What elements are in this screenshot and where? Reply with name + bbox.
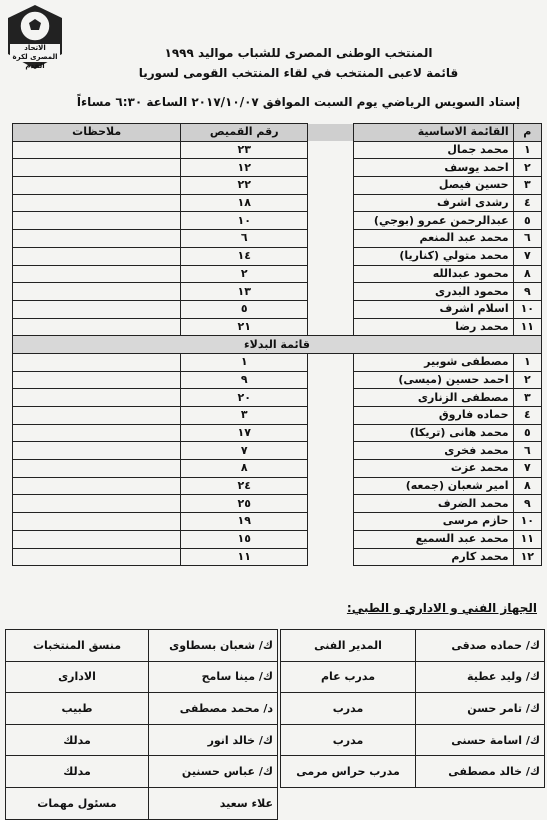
staff-name: ك/ خالد مصطفى — [416, 756, 545, 788]
table-row — [13, 371, 542, 389]
table-row — [13, 159, 542, 177]
staff-name: ك/ حماده صدقى — [416, 630, 545, 662]
staff-role: الادارى — [6, 661, 149, 693]
player-number: ١ — [513, 353, 541, 371]
player-number: ٣ — [513, 177, 541, 195]
staff-role: مدلك — [6, 724, 149, 756]
shirt-number: ٢١ — [181, 318, 308, 336]
shirt-number: ٩ — [181, 371, 308, 389]
notes-cell — [13, 513, 181, 531]
player-number: ١٢ — [513, 548, 541, 566]
notes-cell — [13, 194, 181, 212]
staff-table-right — [280, 629, 545, 788]
player-name: محمد متولي (كناريا) — [353, 247, 513, 265]
venue-date-line: إستاد السويس الرياضي يوم السبت الموافق ٢٠١٧/١٠/٠٧ الساعة ٦:٣٠ مساءاً — [76, 95, 521, 109]
table-row — [13, 353, 542, 371]
staff-name: ك/ مينا سامح — [149, 661, 278, 693]
notes-cell — [13, 247, 181, 265]
shirt-number: ١٧ — [181, 424, 308, 442]
player-number: ٧ — [513, 247, 541, 265]
staff-table-left — [5, 629, 278, 820]
row-gap — [308, 389, 353, 407]
match-title: قائمة لاعبى المنتخب في لقاء المنتخب القومى لسوريا — [138, 66, 459, 80]
player-name: محمد كارم — [353, 548, 513, 566]
table-row — [13, 407, 542, 425]
player-number: ١٠ — [513, 300, 541, 318]
player-name: عبدالرحمن عمرو (بوجي) — [353, 212, 513, 230]
player-number: ٤ — [513, 194, 541, 212]
subs-list — [13, 353, 542, 565]
row-gap — [308, 141, 353, 159]
roster-header-row — [13, 124, 542, 142]
staff-row — [281, 724, 545, 756]
starters-list — [13, 141, 542, 336]
staff-row — [281, 630, 545, 662]
notes-cell — [13, 477, 181, 495]
row-gap — [308, 371, 353, 389]
player-name: محمود عبدالله — [353, 265, 513, 283]
player-number: ١١ — [513, 530, 541, 548]
player-name: محمد عبد السميع — [353, 530, 513, 548]
staff-role: مدرب — [281, 693, 416, 725]
table-row — [13, 318, 542, 336]
shirt-number: ١١ — [181, 548, 308, 566]
shirt-number: ١ — [181, 353, 308, 371]
row-gap — [308, 548, 353, 566]
row-gap — [308, 177, 353, 195]
player-name: حماده فاروق — [353, 407, 513, 425]
notes-cell — [13, 353, 181, 371]
player-name: محمود البدرى — [353, 283, 513, 301]
staff-name: ك/ شعبان بسطاوى — [149, 630, 278, 662]
player-name: محمد عزت — [353, 460, 513, 478]
subs-title: قائمة البدلاء — [13, 336, 542, 354]
player-name: محمد فخرى — [353, 442, 513, 460]
notes-cell — [13, 460, 181, 478]
row-gap — [308, 353, 353, 371]
shirt-number: ١٤ — [181, 247, 308, 265]
col-notes: ملاحظات — [13, 124, 181, 142]
staff-name: ك/ وليد عطية — [416, 661, 545, 693]
row-gap — [308, 442, 353, 460]
notes-cell — [13, 212, 181, 230]
staff-title: الجهاز الفني و الاداري و الطبي: — [346, 601, 537, 615]
notes-cell — [13, 141, 181, 159]
player-name: محمد جمال — [353, 141, 513, 159]
player-name: مصطفى شوبير — [353, 353, 513, 371]
shirt-number: ١٠ — [181, 212, 308, 230]
row-gap — [308, 212, 353, 230]
player-number: ٢ — [513, 159, 541, 177]
staff-row — [6, 693, 278, 725]
table-row — [13, 177, 542, 195]
row-gap — [308, 530, 353, 548]
notes-cell — [13, 389, 181, 407]
shirt-number: ١٢ — [181, 159, 308, 177]
shirt-number: ١٥ — [181, 530, 308, 548]
player-name: محمد رضا — [353, 318, 513, 336]
staff-name: ك/ خالد انور — [149, 724, 278, 756]
table-row — [13, 442, 542, 460]
staff-row — [6, 756, 278, 788]
notes-cell — [13, 442, 181, 460]
shirt-number: ٢٣ — [181, 141, 308, 159]
table-row — [13, 283, 542, 301]
staff-row — [6, 787, 278, 819]
player-number: ٢ — [513, 371, 541, 389]
shirt-number: ٨ — [181, 460, 308, 478]
row-gap — [308, 318, 353, 336]
col-name: القائمة الاساسية — [353, 124, 513, 142]
shirt-number: ١٣ — [181, 283, 308, 301]
player-name: امير شعبان (جمعه) — [353, 477, 513, 495]
notes-cell — [13, 371, 181, 389]
notes-cell — [13, 548, 181, 566]
player-number: ٧ — [513, 460, 541, 478]
staff-role: مدلك — [6, 756, 149, 788]
row-gap — [308, 283, 353, 301]
col-shirt: رقم القميص — [181, 124, 308, 142]
player-number: ٨ — [513, 477, 541, 495]
player-number: ٤ — [513, 407, 541, 425]
player-number: ٣ — [513, 389, 541, 407]
row-gap — [308, 230, 353, 248]
subs-section-header — [13, 336, 542, 354]
notes-cell — [13, 283, 181, 301]
row-gap — [308, 460, 353, 478]
staff-role: المدير الفنى — [281, 630, 416, 662]
player-number: ٥ — [513, 212, 541, 230]
player-name: احمد حسين (ميسى) — [353, 371, 513, 389]
row-gap — [308, 407, 353, 425]
staff-row — [281, 756, 545, 788]
staff-role: مدرب — [281, 724, 416, 756]
player-name: حسين فيصل — [353, 177, 513, 195]
row-gap — [308, 513, 353, 531]
shirt-number: ٢٢ — [181, 177, 308, 195]
table-row — [13, 265, 542, 283]
table-row — [13, 300, 542, 318]
staff-name: ك/ تامر حسن — [416, 693, 545, 725]
player-name: مصطفى الزنارى — [353, 389, 513, 407]
table-row — [13, 530, 542, 548]
row-gap — [308, 477, 353, 495]
row-gap — [308, 194, 353, 212]
player-number: ٦ — [513, 230, 541, 248]
player-name: احمد يوسف — [353, 159, 513, 177]
staff-name: علاء سعيد — [149, 787, 278, 819]
staff-row — [6, 724, 278, 756]
shirt-number: ٥ — [181, 300, 308, 318]
row-gap — [308, 424, 353, 442]
staff-role: مسئول مهمات — [6, 787, 149, 819]
staff-name: ك/ اسامة حسنى — [416, 724, 545, 756]
staff-row — [6, 661, 278, 693]
row-gap — [308, 265, 353, 283]
shirt-number: ٣ — [181, 407, 308, 425]
notes-cell — [13, 407, 181, 425]
row-gap — [308, 159, 353, 177]
player-number: ٩ — [513, 495, 541, 513]
table-row — [13, 548, 542, 566]
shirt-number: ٧ — [181, 442, 308, 460]
player-name: محمد عبد المنعم — [353, 230, 513, 248]
player-number: ٨ — [513, 265, 541, 283]
player-number: ١١ — [513, 318, 541, 336]
row-gap — [308, 495, 353, 513]
table-row — [13, 513, 542, 531]
notes-cell — [13, 177, 181, 195]
staff-name: د/ محمد مصطفى — [149, 693, 278, 725]
notes-cell — [13, 265, 181, 283]
player-number: ٦ — [513, 442, 541, 460]
staff-role: مدرب عام — [281, 661, 416, 693]
staff-name: ك/ عباس حسنين — [149, 756, 278, 788]
shirt-number: ١٩ — [181, 513, 308, 531]
notes-cell — [13, 424, 181, 442]
shirt-number: ٦ — [181, 230, 308, 248]
player-name: محمد الضرف — [353, 495, 513, 513]
shirt-number: ٢٥ — [181, 495, 308, 513]
player-name: رشدى اشرف — [353, 194, 513, 212]
shirt-number: ٢٠ — [181, 389, 308, 407]
staff-role: منسق المنتخبات — [6, 630, 149, 662]
staff-row — [281, 693, 545, 725]
staff-row — [6, 630, 278, 662]
team-title: المنتخب الوطنى المصرى للشباب مواليد ١٩٩٩ — [164, 46, 433, 60]
notes-cell — [13, 318, 181, 336]
notes-cell — [13, 230, 181, 248]
roster-table — [12, 123, 542, 566]
player-name: اسلام اشرف — [353, 300, 513, 318]
table-row — [13, 194, 542, 212]
player-number: ٥ — [513, 424, 541, 442]
table-row — [13, 212, 542, 230]
shirt-number: ٢٤ — [181, 477, 308, 495]
table-row — [13, 424, 542, 442]
player-name: حازم مرسى — [353, 513, 513, 531]
row-gap — [308, 247, 353, 265]
table-row — [13, 141, 542, 159]
col-num: م — [513, 124, 541, 142]
federation-logo — [4, 2, 66, 72]
table-row — [13, 460, 542, 478]
shirt-number: ١٨ — [181, 194, 308, 212]
table-row — [13, 477, 542, 495]
notes-cell — [13, 495, 181, 513]
table-row — [13, 247, 542, 265]
player-number: ٩ — [513, 283, 541, 301]
staff-row — [281, 661, 545, 693]
staff-role: طبيب — [6, 693, 149, 725]
staff-role: مدرب حراس مرمى — [281, 756, 416, 788]
player-number: ١ — [513, 141, 541, 159]
notes-cell — [13, 159, 181, 177]
shirt-number: ٢ — [181, 265, 308, 283]
table-row — [13, 495, 542, 513]
notes-cell — [13, 300, 181, 318]
table-row — [13, 230, 542, 248]
row-gap — [308, 300, 353, 318]
logo-text: الاتحاد المصرى لكرة القدم — [12, 44, 58, 70]
table-row — [13, 389, 542, 407]
notes-cell — [13, 530, 181, 548]
player-number: ١٠ — [513, 513, 541, 531]
player-name: محمد هانى (تريكا) — [353, 424, 513, 442]
